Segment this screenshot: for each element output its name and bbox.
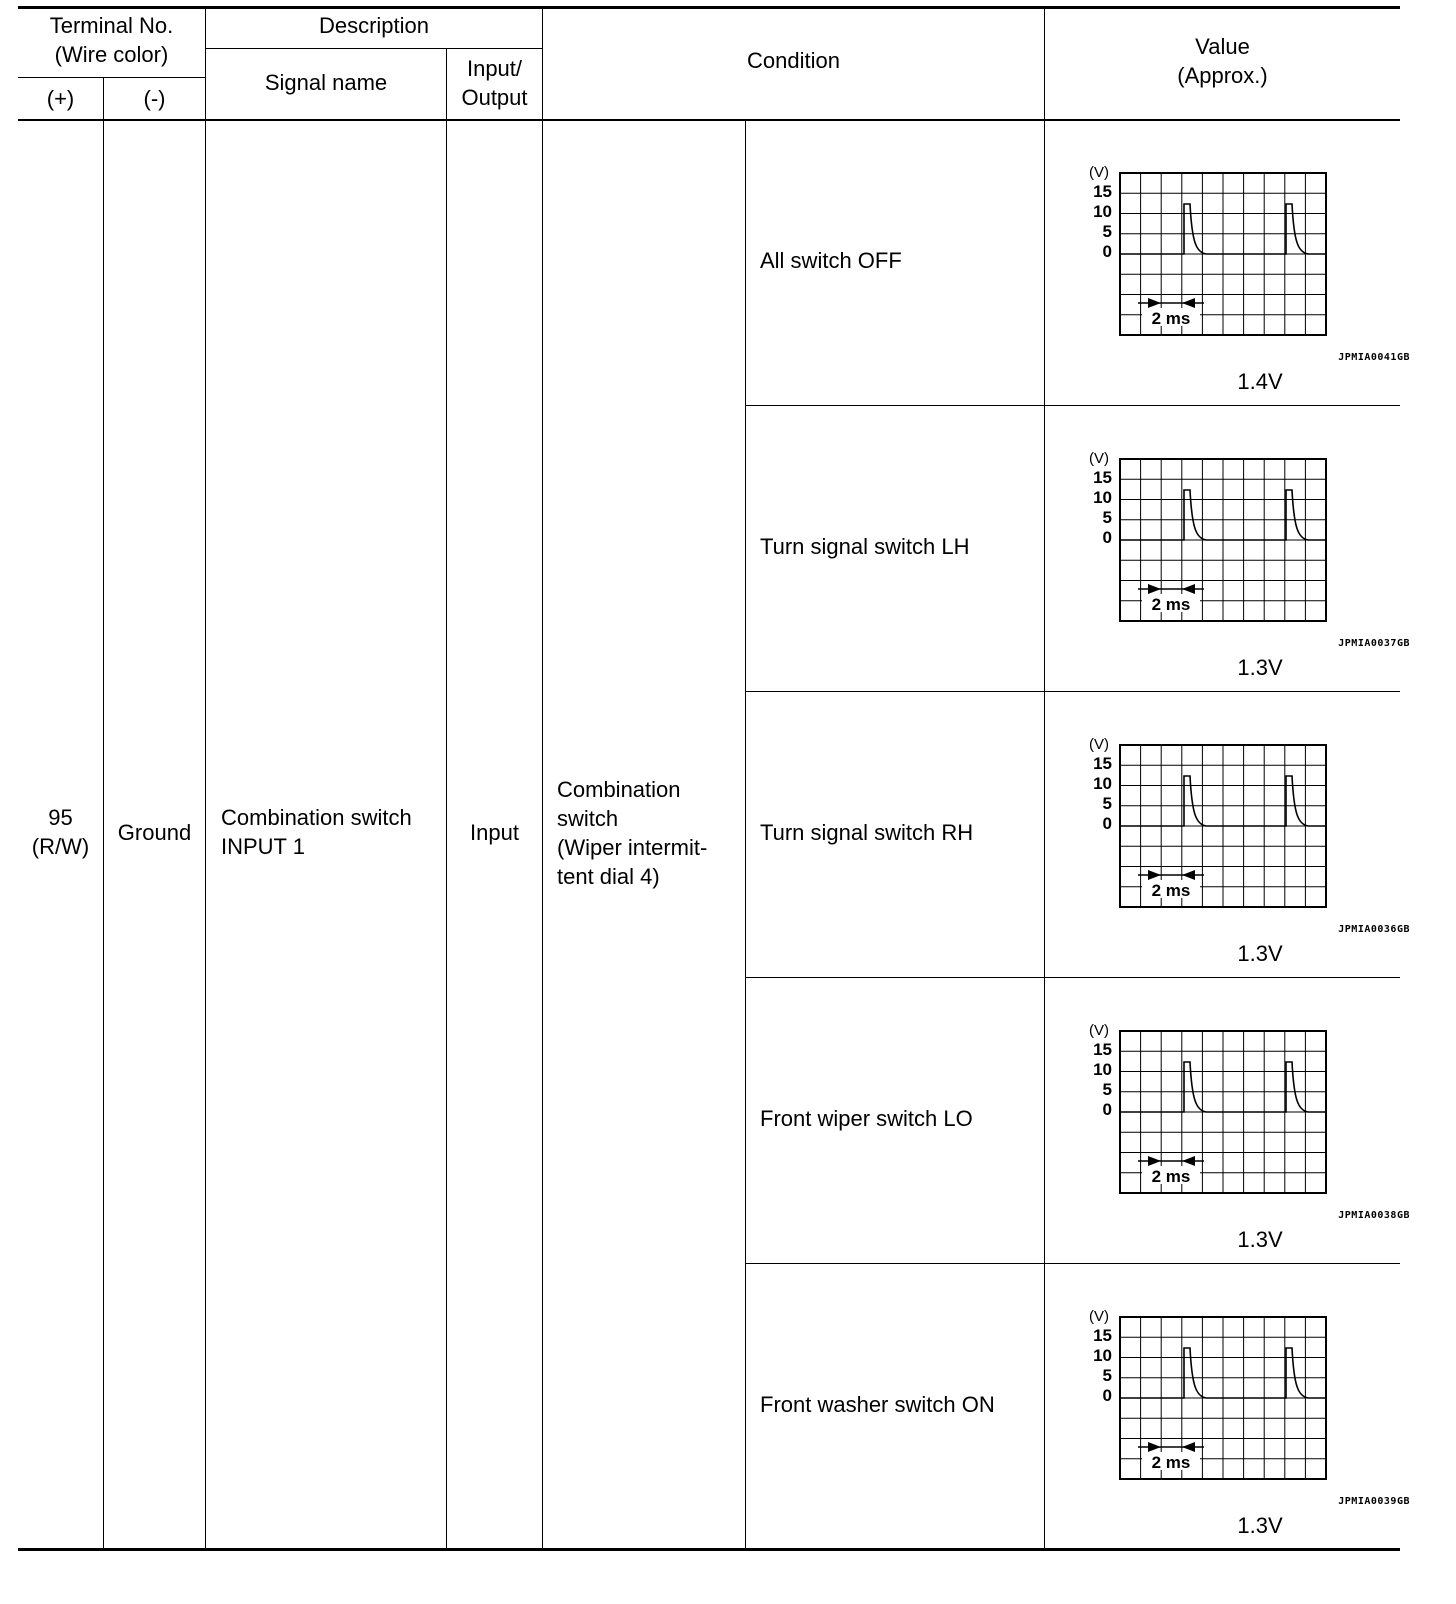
scope-time-arrow-left (1182, 298, 1195, 308)
header-value-line2: (Approx.) (1177, 63, 1268, 88)
condition-main-line4: tent dial 4) (557, 864, 660, 889)
figure-code-3: JPMIA0036GB (1338, 924, 1410, 935)
terminal-sub-rule (18, 77, 205, 78)
scope-y-tick-label: 0 (1102, 1386, 1112, 1405)
condition-main-line1: Combination (557, 777, 681, 802)
header-value-line1: Value (1195, 34, 1250, 59)
scope-y-tick-label: 5 (1102, 1080, 1112, 1099)
scope-y-tick-label: 5 (1102, 222, 1112, 241)
scope-y-tick-label: 15 (1093, 754, 1112, 773)
scope-y-tick-label: 10 (1093, 1346, 1112, 1365)
scope-figure-4 (1089, 1018, 1410, 1218)
value-1: 1.4V (1237, 369, 1283, 394)
subrow-divider-4 (745, 1263, 1400, 1264)
scope-unit-label: (V) (1089, 1022, 1109, 1039)
scope-svg (1089, 1304, 1410, 1504)
scope-time-arrow-right (1148, 298, 1161, 308)
scope-y-tick-label: 15 (1093, 1326, 1112, 1345)
scope-y-tick-label: 10 (1093, 202, 1112, 221)
scope-svg (1089, 1018, 1410, 1218)
sub-condition-5: Front washer switch ON (760, 1392, 995, 1417)
col-divider-2 (205, 8, 206, 1550)
col-divider-5 (745, 120, 746, 1550)
scope-unit-label: (V) (1089, 450, 1109, 467)
figure-code-2: JPMIA0037GB (1338, 638, 1410, 649)
col-divider-1 (103, 78, 104, 1550)
header-io-line1: Input/ (466, 56, 523, 81)
header-plus: (+) (46, 86, 75, 111)
scope-time-arrow-left (1182, 870, 1195, 880)
scope-y-tick-label: 10 (1093, 1060, 1112, 1079)
description-sub-rule (205, 48, 542, 49)
col-divider-4 (542, 8, 543, 1550)
io-value: Input (470, 820, 519, 845)
scope-figure-2 (1089, 446, 1410, 646)
header-condition: Condition (747, 48, 840, 73)
scope-time-arrow-right (1148, 1156, 1161, 1166)
header-wire-color: (Wire color) (54, 42, 169, 67)
subrow-divider-2 (745, 691, 1400, 692)
subrow-divider-3 (745, 977, 1400, 978)
scope-y-tick-label: 0 (1102, 1100, 1112, 1119)
sub-condition-3: Turn signal switch RH (760, 820, 974, 845)
scope-y-tick-label: 15 (1093, 468, 1112, 487)
figure-code-4: JPMIA0038GB (1338, 1210, 1410, 1221)
scope-unit-label: (V) (1089, 736, 1109, 753)
header-terminal-no: Terminal No. (49, 13, 174, 38)
table-bottom-rule (18, 1548, 1400, 1551)
scope-figure-5 (1089, 1304, 1410, 1504)
scope-y-tick-label: 5 (1102, 508, 1112, 527)
sub-condition-2: Turn signal switch LH (760, 534, 970, 559)
value-4: 1.3V (1237, 1227, 1283, 1252)
scope-y-tick-label: 10 (1093, 774, 1112, 793)
header-signal-name: Signal name (264, 70, 388, 95)
scope-time-label: 2 ms (1151, 1167, 1191, 1186)
signal-name-line1: Combination switch (221, 805, 412, 830)
scope-y-tick-label: 15 (1093, 182, 1112, 201)
terminal-plus-number: 95 (48, 805, 73, 830)
header-io-line2: Output (461, 85, 528, 110)
scope-y-tick-label: 0 (1102, 814, 1112, 833)
table-top-rule (18, 6, 1400, 9)
col-divider-6 (1044, 8, 1045, 1550)
header-description: Description (318, 13, 430, 38)
scope-time-label: 2 ms (1151, 1453, 1191, 1472)
header-bottom-rule (18, 119, 1400, 121)
scope-y-tick-label: 15 (1093, 1040, 1112, 1059)
col-divider-3 (446, 48, 447, 1550)
value-2: 1.3V (1237, 655, 1283, 680)
scope-svg (1089, 732, 1410, 932)
scope-time-arrow-right (1148, 584, 1161, 594)
terminal-minus: Ground (117, 820, 192, 845)
terminal-plus-wire-color: (R/W) (31, 834, 90, 859)
scope-time-arrow-right (1148, 870, 1161, 880)
figure-code-1: JPMIA0041GB (1338, 352, 1410, 363)
scope-time-label: 2 ms (1151, 595, 1191, 614)
scope-time-label: 2 ms (1151, 309, 1191, 328)
scope-y-tick-label: 10 (1093, 488, 1112, 507)
scope-y-tick-label: 0 (1102, 242, 1112, 261)
header-minus: (-) (143, 86, 166, 111)
scope-y-tick-label: 5 (1102, 794, 1112, 813)
scope-svg (1089, 446, 1410, 646)
scope-figure-3 (1089, 732, 1410, 932)
signal-name-line2: INPUT 1 (221, 834, 305, 859)
condition-main-line3: (Wiper intermit- (557, 835, 708, 860)
subrow-divider-1 (745, 405, 1400, 406)
sub-condition-4: Front wiper switch LO (760, 1106, 973, 1131)
figure-code-5: JPMIA0039GB (1338, 1496, 1410, 1507)
value-3: 1.3V (1237, 941, 1283, 966)
scope-figure-1 (1089, 160, 1410, 360)
scope-time-label: 2 ms (1151, 881, 1191, 900)
scope-time-arrow-left (1182, 1156, 1195, 1166)
scope-y-tick-label: 5 (1102, 1366, 1112, 1385)
scope-time-arrow-right (1148, 1442, 1161, 1452)
scope-time-arrow-left (1182, 1442, 1195, 1452)
scope-unit-label: (V) (1089, 1308, 1109, 1325)
scope-svg (1089, 160, 1410, 360)
scope-time-arrow-left (1182, 584, 1195, 594)
scope-unit-label: (V) (1089, 164, 1109, 181)
scope-y-tick-label: 0 (1102, 528, 1112, 547)
sub-condition-1: All switch OFF (760, 248, 902, 273)
value-5: 1.3V (1237, 1513, 1283, 1538)
condition-main-line2: switch (557, 806, 619, 831)
